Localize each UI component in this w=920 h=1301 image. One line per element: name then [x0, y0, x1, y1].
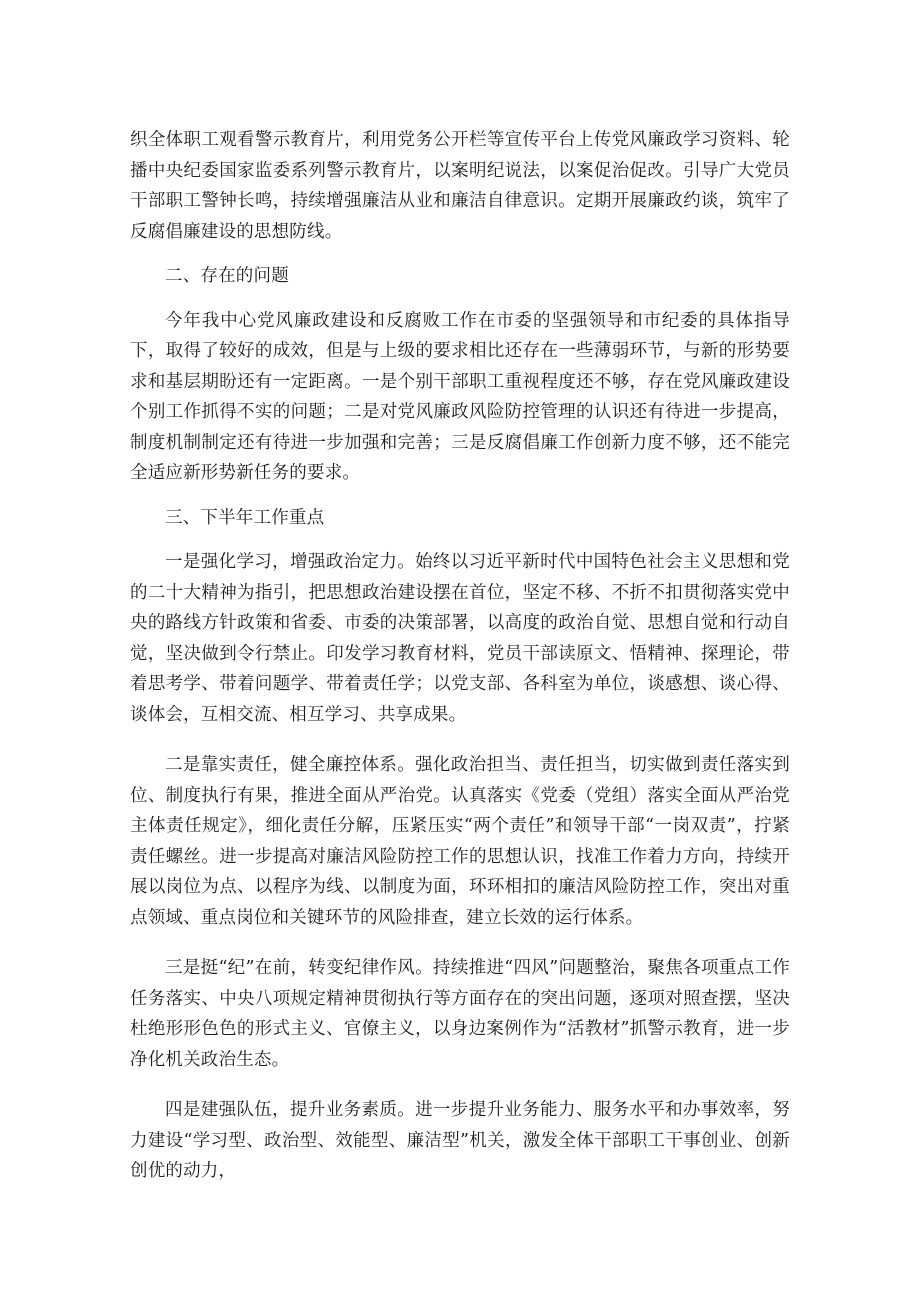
paragraph-strengthen-study: 一是强化学习，增强政治定力。始终以习近平新时代中国特色社会主义思想和党的二十大精神为指引，把思想政治建设摆在首位，坚定不移、不折不扣贯彻落实党中央的路线方针政策和省委、市委的决策部署，以高度的政治自觉、思想自觉和行动自觉，坚决做到令行禁止。印发学习教育材料，党员干部读原文、悟精神、探理论，带着思考学、带着问题学、带着责任学；以党支部、各科室为单位，谈感想、谈心得、谈体会，互相交流、相互学习、共享成果。 [130, 552, 790, 725]
paragraph-discipline: 三是挺“纪”在前，转变纪律作风。持续推进“四风”问题整治，聚焦各项重点工作任务落实、中央八项规定精神贯彻执行等方面存在的突出问题，逐项对照查摆，坚决杜绝形形色色的形式主义、官僚主义，以身边案例作为“活教材”抓警示教育，进一步净化机关政治生态。 [130, 958, 790, 1070]
paragraph-responsibility: 二是靠实责任，健全廉控体系。强化政治担当、责任担当，切实做到责任落实到位、制度执行有果，推进全面从严治党。认真落实《党委（党组）落实全面从严治党主体责任规定》，细化责任分解，压紧压实“两个责任”和领导干部“一岗双责”，拧紧责任螺丝。进一步提高对廉洁风险防控工作的思想认识，找准工作着力方向，持续开展以岗位为点、以程序为线、以制度为面，环环相扣的廉洁风险防控工作，突出对重点领域、重点岗位和关键环节的风险排查，建立长效的运行体系。 [130, 755, 790, 928]
document-body [130, 125, 790, 1187]
paragraph-team-building: 四是建强队伍，提升业务素质。进一步提升业务能力、服务水平和办事效率，努力建设“学习型、政治型、效能型、廉洁型”机关，激发全体干部职工干事创业、创新创优的动力， [130, 1100, 790, 1181]
paragraph-warning-education: 织全体职工观看警示教育片，利用党务公开栏等宣传平台上传党风廉政学习资料、轮播中央纪委国家监委系列警示教育片，以案明纪说法，以案促治促改。引导广大党员干部职工警钟长鸣，持续增强廉洁从业和廉洁自律意识。定期开展廉政约谈，筑牢了反腐倡廉建设的思想防线。 [130, 130, 790, 242]
section-heading-next-half-year: 三、下半年工作重点 [165, 507, 325, 528]
section-heading-problems: 二、存在的问题 [165, 266, 289, 286]
paragraph-problems: 今年我中心党风廉政建设和反腐败工作在市委的坚强领导和市纪委的具体指导下，取得了较好的成效，但是与上级的要求相比还存在一些薄弱环节，与新的形势要求和基层期盼还有一定距离。一是个别干部职工重视程度还不够，存在党风廉政建设个别工作抓得不实的问题；二是对党风廉政风险防控管理的认识还有待进一步提高，制度机制制定还有待进一步加强和完善；三是反腐倡廉工作创新力度不够，还不能完全适应新形势新任务的要求。 [130, 310, 790, 483]
